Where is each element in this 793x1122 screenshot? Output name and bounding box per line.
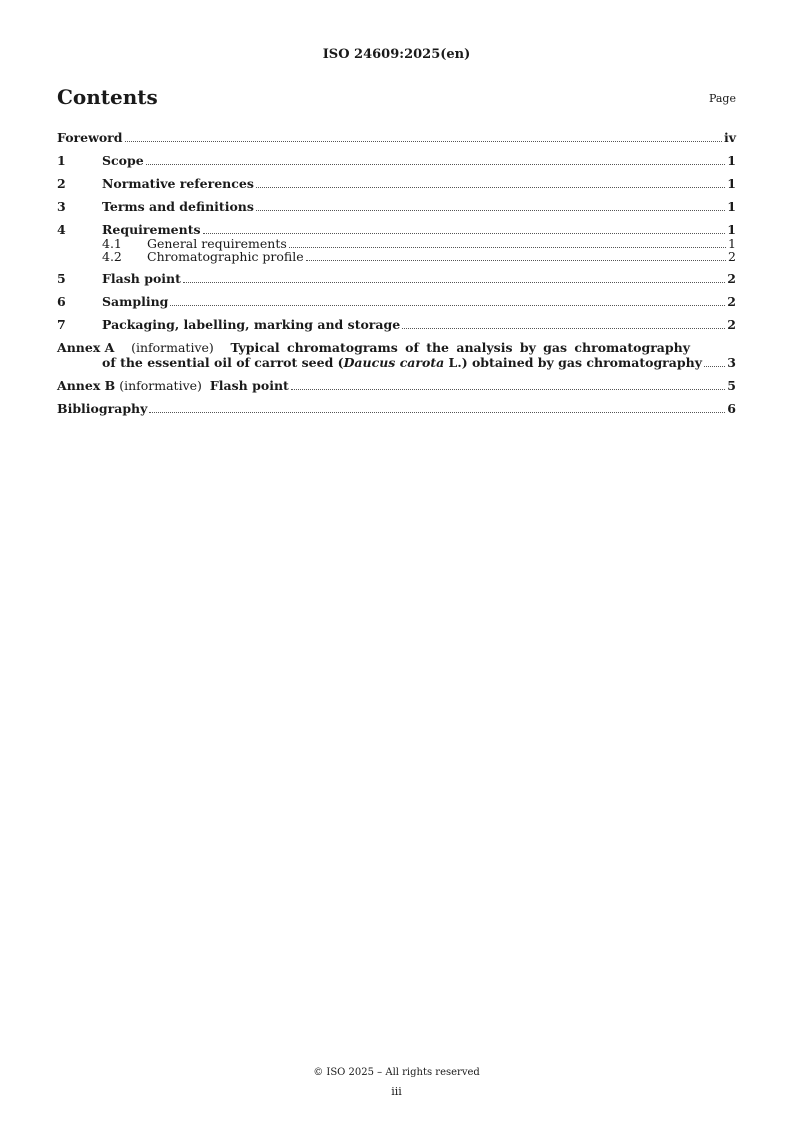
toc-label: Flash point [209, 378, 289, 393]
toc-entry-sampling[interactable] [57, 294, 736, 309]
leader-dots [289, 247, 726, 248]
toc-page: 6 [727, 401, 736, 416]
leader-dots [704, 366, 725, 367]
leader-dots [291, 389, 725, 390]
leader-dots [402, 328, 725, 329]
toc-entry-foreword[interactable] [57, 130, 736, 145]
toc-number: 6 [57, 294, 66, 309]
leader-dots [203, 233, 726, 234]
leader-dots [170, 305, 725, 306]
leader-dots [306, 260, 726, 261]
leader-dots [183, 282, 725, 283]
toc-entry-normative-references[interactable] [57, 176, 736, 191]
toc-page: 2 [727, 317, 736, 332]
toc-page: 1 [728, 236, 736, 251]
document-id: ISO 24609:2025(en) [322, 47, 471, 62]
toc-subnumber: 4.1 [102, 236, 122, 251]
toc-number: 3 [57, 199, 66, 214]
toc-number: 4 [57, 222, 66, 237]
toc-subnumber: 4.2 [102, 249, 122, 264]
toc-entry-bibliography[interactable] [57, 401, 736, 416]
leader-dots [125, 141, 722, 142]
annex-prefix: Annex A [57, 340, 115, 355]
toc-entry-requirements[interactable] [57, 222, 736, 237]
page-column-label: Page [708, 92, 736, 105]
toc-page: 2 [727, 271, 736, 286]
annex-prefix: Annex B [57, 378, 116, 393]
copyright-footer: © ISO 2025 – All rights reserved [313, 1067, 480, 1078]
toc-entry-flash-point[interactable] [57, 271, 736, 286]
toc-page: 1 [727, 153, 736, 168]
toc-entry-annex-a[interactable] [57, 340, 736, 370]
toc-page: 2 [727, 294, 736, 309]
toc-entry-chromatographic-profile[interactable] [57, 250, 736, 263]
toc-label: Normative references [102, 176, 254, 191]
toc-page: iv [723, 130, 736, 145]
leader-dots [146, 164, 726, 165]
toc-label: Bibliography [57, 401, 148, 416]
leader-dots [149, 412, 725, 413]
toc-entry-annex-b[interactable] [57, 378, 736, 393]
toc-label: Packaging, labelling, marking and storage [102, 317, 401, 332]
annex-title-line2: of the essential oil of carrot seed (Daucus carota L.) obtained by gas chromatography [102, 355, 702, 370]
leader-dots [256, 210, 725, 211]
toc-page: 1 [727, 176, 736, 191]
page-number: iii [391, 1085, 402, 1098]
toc-label: Requirements [102, 222, 201, 237]
toc-entry-packaging[interactable] [57, 317, 736, 332]
toc-label: Scope [102, 153, 144, 168]
toc-label: Chromatographic profile [147, 249, 304, 264]
toc-label: Sampling [102, 294, 169, 309]
toc-label: Terms and definitions [102, 199, 254, 214]
contents-title: Contents [57, 85, 158, 109]
toc-page: 2 [728, 249, 736, 264]
toc-number: 2 [57, 176, 66, 191]
annex-type: (informative) [131, 340, 214, 355]
toc-entry-terms-and-definitions[interactable] [57, 199, 736, 214]
toc-number: 5 [57, 271, 66, 286]
toc-page: 3 [727, 355, 736, 370]
toc-label: Foreword [57, 130, 123, 145]
toc-page: 5 [727, 378, 736, 393]
table-of-contents [57, 130, 736, 416]
toc-entry-scope[interactable] [57, 153, 736, 168]
toc-label: Flash point [102, 271, 181, 286]
annex-title-line1: Typical chromatograms of the analysis by gas chromatography [230, 340, 690, 355]
toc-page: 1 [727, 222, 736, 237]
toc-page: 1 [727, 199, 736, 214]
toc-label: General requirements [147, 236, 287, 251]
toc-number: 7 [57, 317, 66, 332]
toc-number: 1 [57, 153, 66, 168]
leader-dots [256, 187, 725, 188]
annex-type: (informative) [119, 378, 202, 393]
